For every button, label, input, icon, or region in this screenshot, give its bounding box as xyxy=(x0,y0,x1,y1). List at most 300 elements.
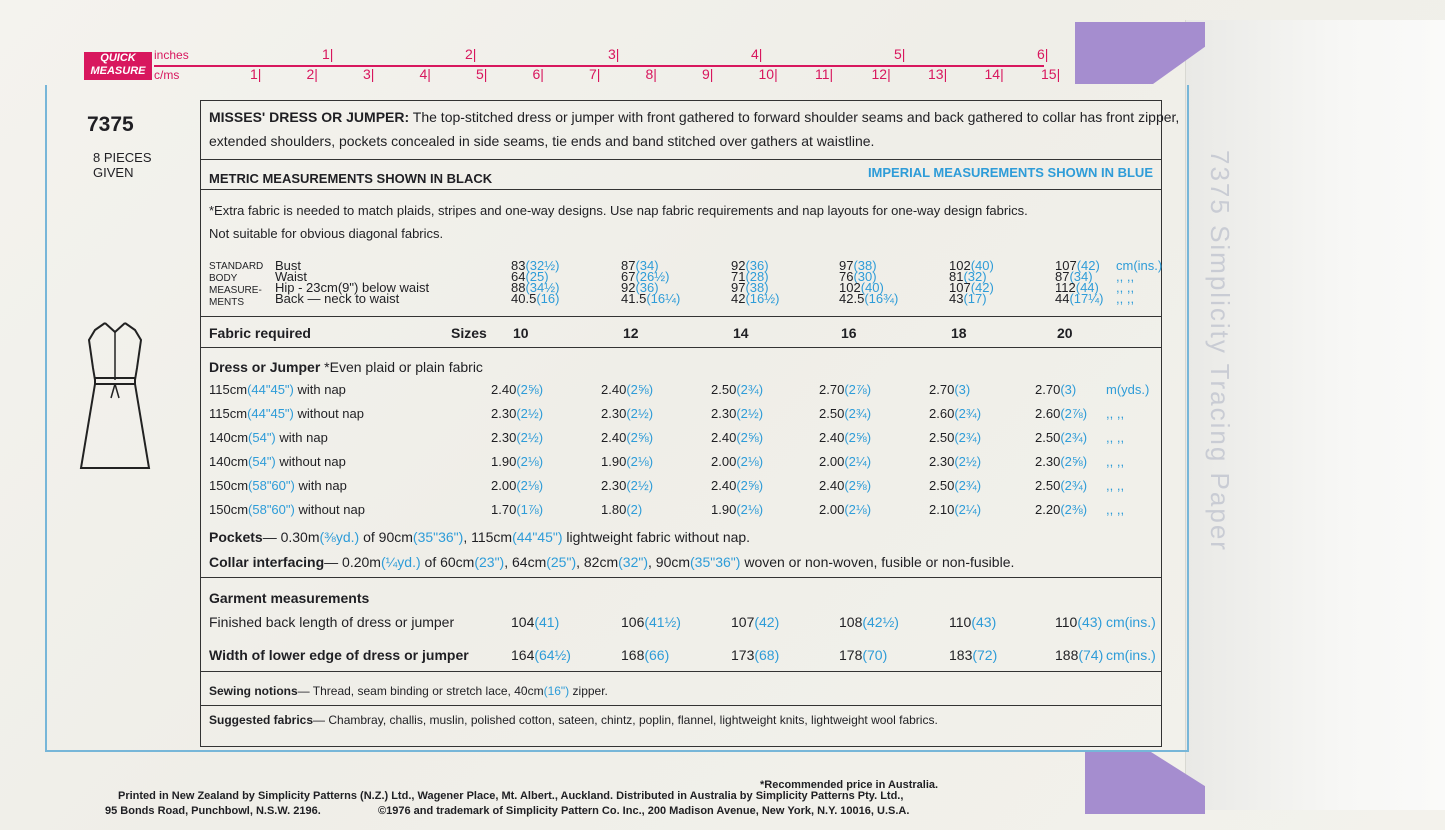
body-measurement-value-metric: 112 xyxy=(1055,280,1076,295)
fabric-amount-metric: 2.00 xyxy=(711,454,737,469)
fabric-amount-imperial: (3) xyxy=(1060,382,1077,397)
body-measurement-unit: ,, ,, xyxy=(1116,280,1135,295)
fabric-width: 115cm xyxy=(209,382,248,397)
fabric-unit: ,, ,, xyxy=(1106,502,1125,517)
body-measurement-value-imperial: (34½) xyxy=(525,280,560,295)
garment-value xyxy=(621,614,681,630)
body-measurement-value-imperial: (30) xyxy=(853,269,877,284)
footer-line2-left: 95 Bonds Road, Punchbowl, N.S.W. 2196. xyxy=(105,805,321,817)
fabric-amount-imperial: (2⅜) xyxy=(1060,502,1088,517)
ruler-inches-label: inches xyxy=(154,48,189,62)
fabric-amount-imperial: (2⅝) xyxy=(626,430,654,445)
fabric-amount xyxy=(601,502,642,517)
fabric-amount xyxy=(929,454,981,469)
body-measurement-value-metric: 71 xyxy=(731,269,746,284)
fabric-amount-imperial: (2⅞) xyxy=(844,382,872,397)
fabric-amount-metric: 1.70 xyxy=(491,502,517,517)
body-measurement-value-metric: 97 xyxy=(839,258,854,273)
body-measurement-value xyxy=(621,291,680,306)
description-text2: extended shoulders, pockets concealed in side seams, tie ends and band stitched over gathers at waistline. xyxy=(209,133,875,149)
fabric-amount-imperial: (2⅞) xyxy=(1060,406,1088,421)
body-measurement-value-metric: 102 xyxy=(839,280,861,295)
body-measurement-value-metric: 64 xyxy=(511,269,526,284)
ruler-cm-mark: 14| xyxy=(984,66,1004,82)
ruler-cms-label: c/ms xyxy=(154,68,180,82)
fabric-nap: with nap xyxy=(275,430,328,445)
body-measurement-value-imperial: (36) xyxy=(635,280,659,295)
flap-print: 7375 Simplicity Tracing Paper xyxy=(1205,150,1235,552)
fabric-width-imperial: (58"60") xyxy=(248,502,295,517)
fabric-amount-imperial: (2⅛) xyxy=(516,478,544,493)
size-header: 16 xyxy=(841,325,857,341)
fabric-nap: without nap xyxy=(293,406,364,421)
collar-e-i: (35"36") xyxy=(690,554,741,570)
garment-value-metric: 104 xyxy=(511,614,535,630)
fabric-amount xyxy=(491,454,543,469)
garment-row-label: Width of lower edge of dress or jumper xyxy=(209,647,469,663)
pattern-number: 7375 xyxy=(87,113,134,136)
fabric-amount-imperial: (2⅛) xyxy=(736,454,764,469)
garment-value-imperial: (41½) xyxy=(644,614,681,630)
notions-label: Sewing notions xyxy=(209,684,298,698)
fabric-width-label xyxy=(209,502,365,517)
fabric-nap: without nap xyxy=(275,454,346,469)
notions-line xyxy=(209,684,608,698)
fabric-amount-imperial: (1⅞) xyxy=(516,502,544,517)
ruler-inch-mark: 3| xyxy=(608,46,620,62)
suggested-line xyxy=(209,713,938,727)
body-measurement-value-metric: 67 xyxy=(621,269,636,284)
body-measurement-label: Bust xyxy=(275,258,302,273)
fabric-amount xyxy=(491,382,543,397)
dress-sketch-icon xyxy=(75,318,155,478)
fabric-amount-imperial: (2¾) xyxy=(736,382,764,397)
body-measurement-value-imperial: (16) xyxy=(536,291,560,306)
fabric-amount xyxy=(711,502,763,517)
size-header: 10 xyxy=(513,325,529,341)
fabric-amount-metric: 2.20 xyxy=(1035,502,1061,517)
body-measurement-unit: ,, ,, xyxy=(1116,269,1135,284)
garment-value-imperial: (70) xyxy=(862,647,888,663)
fabric-amount xyxy=(1035,382,1076,397)
fabric-amount-metric: 2.70 xyxy=(819,382,845,397)
fabric-amount xyxy=(1035,502,1087,517)
garment-value xyxy=(621,647,669,663)
fabric-amount-metric: 2.30 xyxy=(711,406,737,421)
body-measurement-value-metric: 92 xyxy=(621,280,636,295)
pattern-info-panel xyxy=(200,100,1180,747)
fabric-amount-metric: 2.40 xyxy=(491,382,517,397)
fabric-width-label xyxy=(209,406,364,421)
fabric-amount-imperial: (2) xyxy=(626,502,643,517)
garment-value-metric: 108 xyxy=(839,614,863,630)
ruler-cm-mark: 4| xyxy=(419,66,431,82)
garment-value-metric: 107 xyxy=(731,614,755,630)
ruler-cm-mark: 5| xyxy=(476,66,488,82)
fabric-nap: without nap xyxy=(294,502,365,517)
body-measurement-value-metric: 41.5 xyxy=(621,291,647,306)
fabric-amount xyxy=(819,478,871,493)
footer-line2-right: ©1976 and trademark of Simplicity Pattern Co. Inc., 200 Madison Avenue, New York, N.Y. 10016, U.S.A. xyxy=(378,805,910,817)
pockets-c-i: (44"45") xyxy=(512,529,563,545)
garment-value-metric: 188 xyxy=(1055,647,1079,663)
fabric-amount xyxy=(711,382,763,397)
garment-value xyxy=(839,647,887,663)
garment-value-metric: 106 xyxy=(621,614,645,630)
body-measurement-value-imperial: (16¾) xyxy=(864,291,899,306)
pieces-given: 8 PIECES GIVEN xyxy=(93,150,152,180)
fabric-amount xyxy=(819,502,871,517)
garment-value-imperial: (43) xyxy=(971,614,997,630)
fabric-amount xyxy=(491,406,543,421)
garment-value-imperial: (72) xyxy=(972,647,998,663)
garment-value-imperial: (42½) xyxy=(862,614,899,630)
fabric-amount-metric: 2.00 xyxy=(819,502,845,517)
fabric-amount-metric: 2.40 xyxy=(601,430,627,445)
fabric-amount-metric: 2.70 xyxy=(929,382,955,397)
fabric-amount-metric: 2.40 xyxy=(711,478,737,493)
fabric-amount-imperial: (3) xyxy=(954,382,971,397)
collar-e: , 90cm xyxy=(648,554,691,570)
fabric-width-label xyxy=(209,454,346,469)
fabric-amount xyxy=(929,382,970,397)
fabric-amount xyxy=(601,430,653,445)
fabric-amount-imperial: (2½) xyxy=(626,478,654,493)
garment-value xyxy=(511,614,559,630)
garment-value xyxy=(949,647,997,663)
collar-a-i: (¼yd.) xyxy=(380,554,421,570)
collar-d-i: (32") xyxy=(618,554,648,570)
body-measurement-value-metric: 44 xyxy=(1055,291,1070,306)
note-line2: Not suitable for obvious diagonal fabrics. xyxy=(209,226,444,241)
fabric-amount-metric: 2.50 xyxy=(819,406,845,421)
fabric-amount-imperial: (2¾) xyxy=(1060,478,1088,493)
fabric-amount-imperial: (2¼) xyxy=(954,502,982,517)
ruler-cm-mark: 8| xyxy=(645,66,657,82)
fabric-unit: ,, ,, xyxy=(1106,454,1125,469)
garment-unit: cm(ins.) xyxy=(1106,647,1156,663)
garment-value-metric: 178 xyxy=(839,647,863,663)
note-line1: *Extra fabric is needed to match plaids, stripes and one-way designs. Use nap fabric requirements and nap layouts for one-way design fabrics. xyxy=(209,203,1028,218)
body-measurement-value-imperial: (38) xyxy=(745,280,769,295)
fabric-amount-imperial: (2⅝) xyxy=(736,478,764,493)
ruler-cm-mark: 6| xyxy=(532,66,544,82)
fabric-amount-metric: 2.50 xyxy=(929,478,955,493)
body-measurement-value-metric: 97 xyxy=(731,280,746,295)
garment-value xyxy=(511,647,571,663)
quick-measure-ruler xyxy=(70,46,1060,84)
body-measurement-value-imperial: (16½) xyxy=(745,291,780,306)
fabric-amount xyxy=(1035,430,1087,445)
dress-section-note: *Even plaid or plain fabric xyxy=(324,359,483,375)
fabric-amount xyxy=(819,382,871,397)
fabric-width: 150cm xyxy=(209,478,249,493)
fabric-width-imperial: (54") xyxy=(248,430,276,445)
dress-section-label: Dress or Jumper xyxy=(209,359,321,375)
fabric-amount xyxy=(929,478,981,493)
body-measurement-value-imperial: (40) xyxy=(970,258,994,273)
ruler-cm-mark: 7| xyxy=(589,66,601,82)
fabric-amount-metric: 2.30 xyxy=(601,406,627,421)
footer-price: *Recommended price in Australia. xyxy=(760,779,939,791)
fabric-width: 115cm xyxy=(209,406,248,421)
body-measurement-value-metric: 81 xyxy=(949,269,964,284)
body-measurement-value-metric: 83 xyxy=(511,258,526,273)
fabric-amount-metric: 2.30 xyxy=(601,478,627,493)
collar-c-i: (25") xyxy=(546,554,577,570)
garment-row-label: Finished back length of dress or jumper xyxy=(209,614,455,630)
garment-value xyxy=(731,614,779,630)
garment-heading: Garment measurements xyxy=(209,590,370,606)
fabric-width-label xyxy=(209,430,328,445)
fabric-amount-imperial: (2¾) xyxy=(954,430,982,445)
ruler-cm-mark: 1| xyxy=(250,66,262,82)
garment-value-imperial: (66) xyxy=(644,647,670,663)
body-measurement-label: Waist xyxy=(275,269,308,284)
body-measurement-value-imperial: (38) xyxy=(853,258,877,273)
pockets-b: of 90cm xyxy=(359,529,413,545)
body-measurement-value-metric: 107 xyxy=(1055,258,1077,273)
body-measurement-unit: ,, ,, xyxy=(1116,291,1135,306)
fabric-width-imperial: (54") xyxy=(248,454,276,469)
body-measurement-value-metric: 42.5 xyxy=(839,291,865,306)
body-measurement-value-metric: 40.5 xyxy=(511,291,537,306)
fabric-amount xyxy=(929,406,981,421)
garment-value xyxy=(839,614,899,630)
size-header: 12 xyxy=(623,325,639,341)
body-measurement-value-imperial: (17) xyxy=(963,291,987,306)
garment-value-metric: 110 xyxy=(1055,614,1078,630)
body-measurement-value-metric: 87 xyxy=(1055,269,1070,284)
body-measurement-value-imperial: (40) xyxy=(860,280,884,295)
fabric-amount-metric: 2.40 xyxy=(819,478,845,493)
fabric-amount-metric: 2.50 xyxy=(929,430,955,445)
ruler-cm-mark: 11| xyxy=(815,66,834,82)
suggested-label: Suggested fabrics xyxy=(209,713,314,727)
fabric-amount-imperial: (2⅝) xyxy=(844,430,872,445)
body-measurement-value-imperial: (16¼) xyxy=(646,291,681,306)
fabric-width-imperial: (58"60") xyxy=(248,478,295,493)
ruler-inch-mark: 2| xyxy=(465,46,477,62)
fabric-amount-imperial: (2⅝) xyxy=(736,430,764,445)
fabric-amount xyxy=(1035,454,1087,469)
ruler-inch-mark: 5| xyxy=(894,46,906,62)
garment-value-metric: 173 xyxy=(731,647,755,663)
collar-label: Collar interfacing xyxy=(209,554,325,570)
collar-a: — 0.20m xyxy=(324,554,381,570)
garment-unit: cm(ins.) xyxy=(1106,614,1156,630)
body-measurement-value-imperial: (32½) xyxy=(525,258,560,273)
body-measurement-value xyxy=(839,291,898,306)
fabric-unit: ,, ,, xyxy=(1106,478,1125,493)
fabric-amount-metric: 2.00 xyxy=(819,454,845,469)
garment-value xyxy=(1055,647,1103,663)
size-header: 14 xyxy=(733,325,749,341)
fabric-amount-imperial: (2½) xyxy=(954,454,982,469)
fabric-nap: with nap xyxy=(294,478,347,493)
fabric-width: 140cm xyxy=(209,430,249,445)
fabric-amount xyxy=(491,430,543,445)
fabric-amount xyxy=(819,406,871,421)
fabric-amount xyxy=(819,430,871,445)
fabric-amount-imperial: (2½) xyxy=(626,406,654,421)
fabric-nap: with nap xyxy=(293,382,346,397)
fabric-amount-metric: 2.50 xyxy=(711,382,737,397)
fabric-unit: ,, ,, xyxy=(1106,430,1125,445)
fabric-amount xyxy=(601,382,653,397)
body-measurement-unit: cm(ins.) xyxy=(1116,258,1163,273)
body-measurement-value-metric: 92 xyxy=(731,258,746,273)
notions-text: — Thread, seam binding or stretch lace, 40cm xyxy=(297,684,544,698)
fabric-amount-imperial: (2⅝) xyxy=(626,382,654,397)
body-measurement-value-imperial: (36) xyxy=(745,258,769,273)
body-measurement-value-metric: 42 xyxy=(731,291,746,306)
fabric-amount xyxy=(929,502,981,517)
garment-value-imperial: (74) xyxy=(1078,647,1104,663)
fabric-amount xyxy=(1035,478,1087,493)
fabric-amount xyxy=(711,478,763,493)
fabric-unit: ,, ,, xyxy=(1106,406,1125,421)
body-measurement-value-imperial: (42) xyxy=(1076,258,1100,273)
fabric-width-imperial: (44"45") xyxy=(247,406,294,421)
fabric-amount-metric: 1.80 xyxy=(601,502,627,517)
sizes-label: Sizes xyxy=(451,325,487,341)
fabric-amount-imperial: (2⅛) xyxy=(516,454,544,469)
body-measurement-value-imperial: (25) xyxy=(525,269,549,284)
fabric-amount xyxy=(1035,406,1087,421)
fabric-amount-imperial: (2¾) xyxy=(954,478,982,493)
garment-value xyxy=(731,647,779,663)
body-measurement-value-metric: 107 xyxy=(949,280,971,295)
fabric-unit: m(yds.) xyxy=(1106,382,1150,397)
ruler-cm-mark: 15| xyxy=(1041,66,1061,82)
notions-text-i: (16") xyxy=(543,684,570,698)
garment-value-metric: 164 xyxy=(511,647,535,663)
fabric-amount-imperial: (2⅛) xyxy=(626,454,654,469)
body-measurement-value-imperial: (34) xyxy=(1069,269,1093,284)
body-measurement-value xyxy=(511,291,559,306)
pockets-d: lightweight fabric without nap. xyxy=(562,529,751,545)
imperial-heading: IMPERIAL MEASUREMENTS SHOWN IN BLUE xyxy=(867,165,1153,180)
garment-value-imperial: (42) xyxy=(754,614,780,630)
body-measurement-value xyxy=(731,291,779,306)
garment-value xyxy=(949,614,996,630)
body-measurement-value-imperial: (42) xyxy=(970,280,994,295)
ruler-cm-mark: 2| xyxy=(306,66,318,82)
fabric-width: 140cm xyxy=(209,454,249,469)
body-measurement-value-imperial: (34) xyxy=(635,258,659,273)
body-measurement-value-imperial: (32) xyxy=(963,269,987,284)
body-measurement-value xyxy=(1055,291,1103,306)
body-measurement-value-imperial: (44) xyxy=(1075,280,1099,295)
description-text1: The top-stitched dress or jumper with front gathered to forward shoulder seams and back gathered to collar has front zipper, xyxy=(412,109,1180,125)
garment-value-imperial: (68) xyxy=(754,647,780,663)
garment-value-imperial: (43) xyxy=(1077,614,1103,630)
fabric-amount xyxy=(601,406,653,421)
fabric-amount-metric: 2.40 xyxy=(601,382,627,397)
fabric-amount-imperial: (2¾) xyxy=(954,406,982,421)
fabric-amount-imperial: (2½) xyxy=(516,406,544,421)
fabric-amount-imperial: (2⅛) xyxy=(736,502,764,517)
fabric-amount-metric: 2.30 xyxy=(491,430,517,445)
body-measurement-value-metric: 102 xyxy=(949,258,971,273)
fabric-width-imperial: (44"45") xyxy=(247,382,294,397)
fabric-amount-imperial: (2½) xyxy=(516,430,544,445)
body-measurement-value-metric: 76 xyxy=(839,269,854,284)
description-line1 xyxy=(209,109,1179,125)
body-measurements-group-label: STANDARD BODY MEASURE- MENTS xyxy=(209,261,264,308)
fabric-width-label xyxy=(209,478,347,493)
fabric-amount-metric: 2.50 xyxy=(1035,430,1061,445)
ruler-inch-mark: 6| xyxy=(1037,46,1049,62)
garment-value-metric: 183 xyxy=(949,647,973,663)
body-measurement-value-metric: 88 xyxy=(511,280,526,295)
fabric-amount-imperial: (2½) xyxy=(736,406,764,421)
body-measurement-value-metric: 87 xyxy=(621,258,636,273)
quick-measure-badge: QUICK MEASURE xyxy=(84,52,152,80)
fabric-amount-metric: 2.30 xyxy=(491,406,517,421)
fabric-amount xyxy=(711,454,763,469)
body-measurement-value-metric: 43 xyxy=(949,291,964,306)
fabric-width-label xyxy=(209,382,346,397)
fabric-required-label: Fabric required xyxy=(209,325,311,341)
body-measurement-value-imperial: (26½) xyxy=(635,269,670,284)
metric-heading: METRIC MEASUREMENTS SHOWN IN BLACK xyxy=(209,171,493,186)
collar-b: of 60cm xyxy=(420,554,475,570)
fabric-amount-metric: 2.30 xyxy=(929,454,955,469)
fabric-amount-metric: 2.50 xyxy=(1035,478,1061,493)
fabric-amount xyxy=(491,502,543,517)
suggested-text: — Chambray, challis, muslin, polished cotton, sateen, chintz, poplin, flannel, lightweight knits, lightweight wool fabrics. xyxy=(313,713,938,727)
garment-value-imperial: (64½) xyxy=(534,647,571,663)
fabric-amount-imperial: (2⅝) xyxy=(1060,454,1088,469)
fabric-amount xyxy=(819,454,871,469)
fabric-amount-imperial: (2¾) xyxy=(1060,430,1088,445)
pockets-b-i: (35"36") xyxy=(412,529,464,545)
fabric-amount-metric: 2.30 xyxy=(1035,454,1061,469)
fabric-amount-metric: 2.70 xyxy=(1035,382,1061,397)
ruler-cm-mark: 12| xyxy=(871,66,891,82)
body-measurement-label: Back — neck to waist xyxy=(275,291,400,306)
ruler-cm-mark: 10| xyxy=(758,66,778,82)
fabric-amount-imperial: (2⅛) xyxy=(844,502,872,517)
fabric-amount-metric: 2.10 xyxy=(929,502,955,517)
fabric-width: 150cm xyxy=(209,502,249,517)
collar-f: woven or non-woven, fusible or non-fusible. xyxy=(740,554,1015,570)
ruler-inch-mark: 4| xyxy=(751,46,763,62)
fabric-amount-imperial: (2⅝) xyxy=(844,478,872,493)
collar-line xyxy=(209,554,1014,570)
collar-b-i: (23") xyxy=(474,554,505,570)
fabric-amount-metric: 2.60 xyxy=(929,406,955,421)
fabric-amount-metric: 2.60 xyxy=(1035,406,1061,421)
notions-text-end: zipper. xyxy=(569,684,608,698)
pockets-a: — 0.30m xyxy=(262,529,320,545)
fabric-amount-imperial: (2¼) xyxy=(844,454,872,469)
fabric-amount xyxy=(929,430,981,445)
ruler-cm-mark: 13| xyxy=(928,66,948,82)
pockets-a-i: (⅜yd.) xyxy=(319,529,360,545)
fabric-amount xyxy=(711,406,763,421)
dress-section xyxy=(209,359,483,375)
size-header: 20 xyxy=(1057,325,1073,341)
body-measurement-label: Hip - 23cm(9") below waist xyxy=(275,280,430,295)
collar-c: , 64cm xyxy=(504,554,547,570)
fabric-amount-metric: 1.90 xyxy=(601,454,627,469)
body-measurement-value-imperial: (28) xyxy=(745,269,769,284)
body-measurement-value-imperial: (17¼) xyxy=(1069,291,1104,306)
garment-value xyxy=(1055,614,1102,630)
